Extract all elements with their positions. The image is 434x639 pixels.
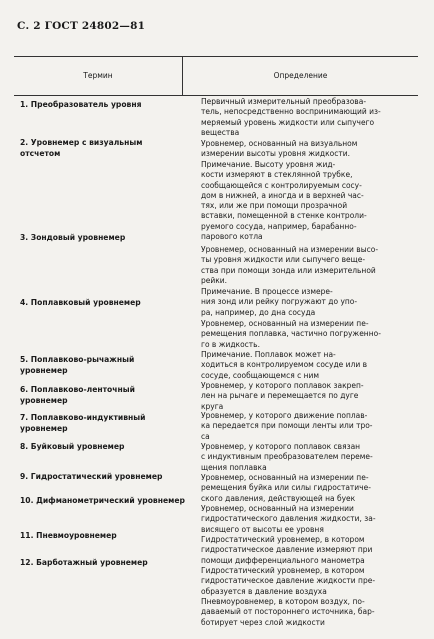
term-5: 5. Поплавково-рычажный уровнемер — [20, 355, 135, 376]
definition-1: Первичный измерительный преобразова- тель, непосредственно воспринимающий из- меряемый уровень жидкости или сыпучего вещества — [201, 97, 381, 137]
term-9: 9. Гидростатический уровнемер — [20, 472, 163, 481]
term-3: 3. Зондовый уровнемер — [20, 233, 126, 242]
term-6: 6. Поплавково-ленточный уровнемер — [20, 385, 135, 406]
definition-9: Уровнемер, основанный на измерении гидростатического давления жидкости, за- висящего от высоты ее уровня — [201, 504, 376, 534]
column-header-terms: Термин — [83, 71, 113, 80]
note-3: Примечание. В процессе измере- ния зонд или рейку погружают до упо- ра, например, до дна сосуда — [201, 287, 358, 317]
definition-2: Уровнемер, основанный на визуальном измерении высоты уровня жидкости. — [201, 139, 358, 159]
term-4: 4. Поплавковый уровнемер — [20, 298, 141, 307]
header-divider — [14, 95, 418, 96]
term-11: 11. Пневмоуровнемер — [20, 531, 117, 540]
definition-7: Уровнемер, у которого поплавок связан с индуктивным преобразователем переме- щения поплавка — [201, 442, 373, 472]
definition-6: Уровнемер, у которого движение поплав- ка передается при помощи ленты или тро- са — [201, 411, 373, 441]
note-4: Примечание. Поплавок может на- ходиться в контролируемом сосуде или в сосуде, сообщающемся с ним — [201, 350, 368, 380]
term-8: 8. Буйковый уровнемер — [20, 442, 125, 451]
definition-8: Уровнемер, основанный на измерении пе- ремещения буйка или силы гидростатиче- ского давления, действующей на буек — [201, 473, 371, 503]
definition-5: Уровнемер, у которого поплавок закреп- лен на рычаге и перемещается по дуге круга — [201, 381, 364, 411]
column-header-definitions: Определение — [273, 71, 328, 80]
terms-table — [14, 56, 418, 625]
definition-10: Гидростатический уровнемер, в котором гидростатическое давление измеряют при помощи дифференциального манометра — [201, 535, 373, 565]
term-2: 2. Уровнемер с визуальным отсчетом — [20, 138, 143, 159]
note-2: Примечание. Высоту уровня жид- кости измеряют в стеклянной трубке, сообщающейся с контролируемым сосу- дом в нижней, а иногда и в верхней час- тях, или же при помощи прозрачной вставки, помещенной в стенке контроли- руемого сосуда, например, барабанно- парового котла — [201, 160, 367, 242]
definition-12: Пневмоуровнемер, в котором воздух, по- даваемый от постороннего источника, бар- ботирует через слой жидкости — [201, 597, 375, 627]
term-1: 1. Преобразователь уровня — [20, 100, 142, 109]
definition-3: Уровнемер, основанный на измерении высо- ты уровня жидкости или сыпучего веще- ства при помощи зонда или измерительной рейки. — [201, 245, 379, 285]
term-12: 12. Барботажный уровнемер — [20, 558, 148, 567]
definition-4: Уровнемер, основанный на измерении пе- ремещения поплавка, частично погруженно- го в жидкость. — [201, 319, 381, 349]
term-10: 10. Дифманометрический уровнемер — [20, 496, 185, 505]
page-header: С. 2 ГОСТ 24802—81 — [17, 20, 146, 32]
term-7: 7. Поплавково-индуктивный уровнемер — [20, 413, 146, 434]
definition-11: Гидростатический уровнемер, в котором гидростатическое давление жидкости пре- образуется в давление воздуха — [201, 566, 376, 596]
